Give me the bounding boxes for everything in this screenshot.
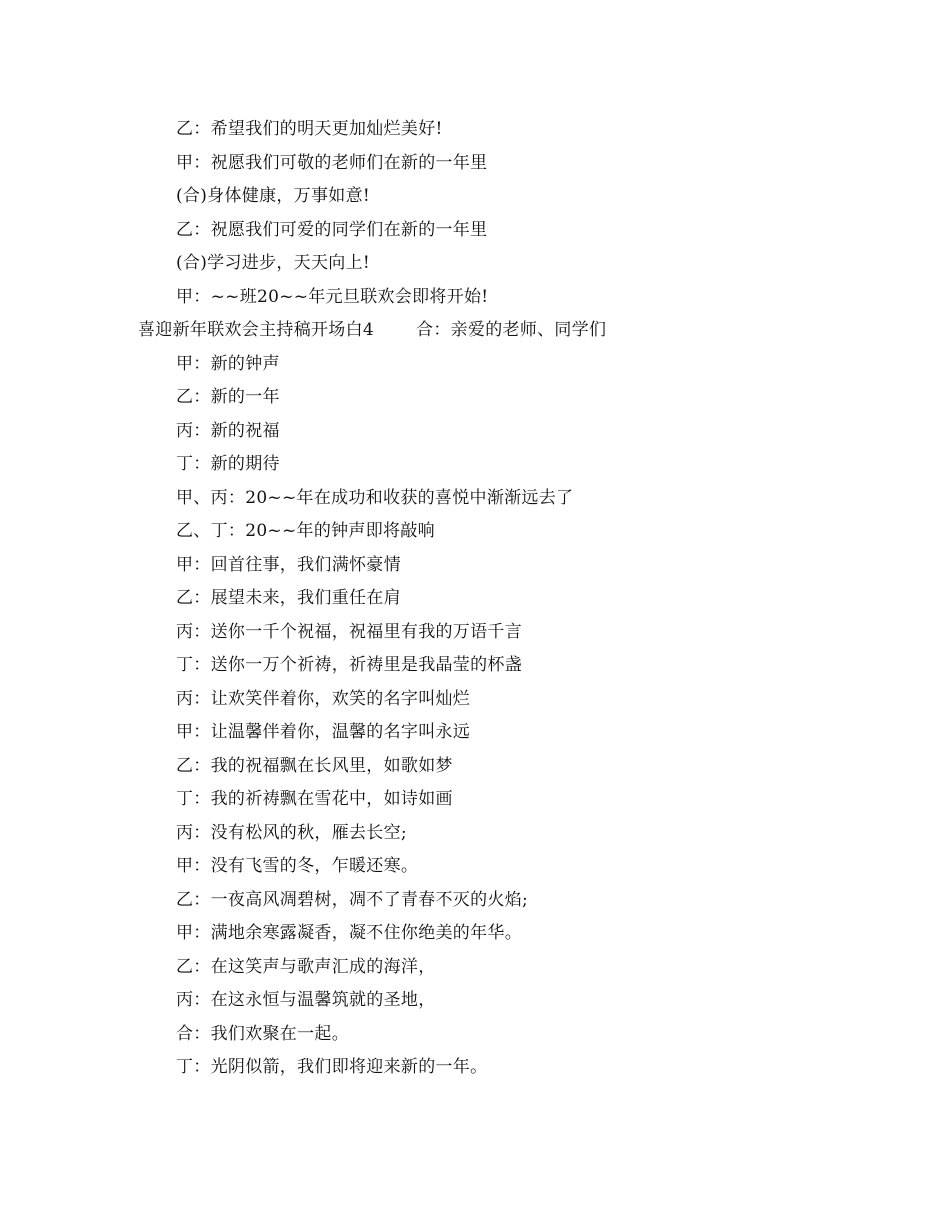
section-heading-line [0,314,950,348]
script-line: 乙：新的一年 [176,387,280,407]
script-line: (合)学习进步，天天向上! [176,253,370,273]
script-line: 乙：祝愿我们可爱的同学们在新的一年里 [176,219,488,240]
script-line: 丙：送你一千个祝福，祝福里有我的万语千言 [176,621,522,642]
script-line: 甲：没有飞雪的冬，乍暖还寒。 [176,856,419,876]
script-line: 乙：展望未来，我们重任在肩 [176,588,401,608]
script-line: 甲：满地余寒露凝香，凝不住你绝美的年华。 [176,923,522,943]
section-title: 喜迎新年联欢会主持稿开场白4 [138,320,375,340]
script-body [0,113,950,1085]
script-line: 丙：在这永恒与温馨筑就的圣地， [176,990,436,1010]
script-line: (合)身体健康，万事如意! [176,186,370,206]
script-line: 甲：新的钟声 [176,353,280,374]
script-line: 甲、丙：20~~年在成功和收获的喜悦中渐渐远去了 [176,487,574,508]
script-line: 甲：~~班20~~年元旦联欢会即将开始! [176,286,489,307]
script-line: 丁：新的期待 [176,454,280,474]
script-line: 丁：送你一万个祈祷，祈祷里是我晶莹的杯盏 [176,655,522,675]
script-line: 乙：我的祝福飘在长风里，如歌如梦 [176,755,453,776]
script-line: 丙：新的祝福 [176,420,280,441]
section-opening-line: 合：亲爱的老师、同学们 [416,320,607,340]
script-line: 乙：希望我们的明天更加灿烂美好! [176,119,443,139]
script-line: 甲：让温馨伴着你，温馨的名字叫永远 [176,722,471,742]
script-line: 乙、丁：20~~年的钟声即将敲响 [176,521,435,541]
script-line: 丙：没有松风的秋，雁去长空; [176,822,407,843]
script-line: 丙：让欢笑伴着你，欢笑的名字叫灿烂 [176,688,471,709]
script-line: 乙：在这笑声与歌声汇成的海洋， [176,956,436,977]
script-line: 乙：一夜高风凋碧树，凋不了青春不灭的火焰; [176,889,529,910]
script-line: 甲：祝愿我们可敬的老师们在新的一年里 [176,152,488,173]
script-line: 合：我们欢聚在一起。 [176,1023,349,1044]
script-line: 丁：我的祈祷飘在雪花中，如诗如画 [176,789,453,809]
script-line: 丁：光阴似箭，我们即将迎来新的一年。 [176,1057,488,1077]
script-line: 甲：回首往事，我们满怀豪情 [176,554,401,575]
